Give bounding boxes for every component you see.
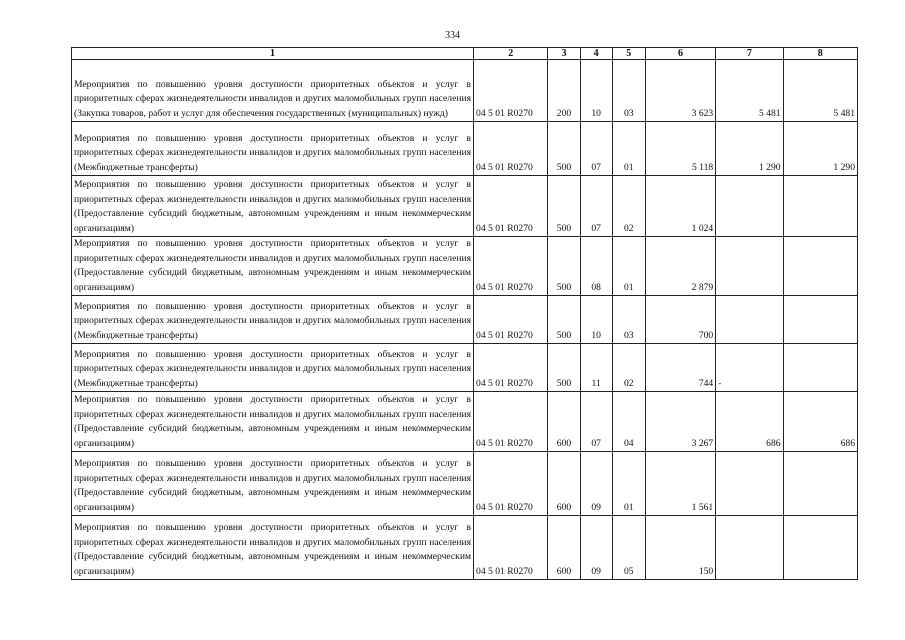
row-col-3: 500 [548,237,580,296]
row-col-8 [783,296,857,344]
header-col-6: 6 [645,48,715,60]
row-col-3: 500 [548,296,580,344]
row-col-4: 07 [580,176,612,237]
row-col-3: 600 [548,452,580,516]
row-description: Мероприятия по повышению уровня доступности приоритетных объектов и услуг в приоритетных сферах жизнедеятельности инвалидов и других маломобильных групп населения (Предоставление субсидий бюджетным, автономным учреждениям и иным некоммерческим организациям) [72,452,474,516]
row-col-4: 11 [580,344,612,392]
header-col-7: 7 [716,48,783,60]
row-col-3: 600 [548,516,580,580]
row-col-3: 500 [548,122,580,176]
row-col-5: 05 [612,516,645,580]
row-col-5: 03 [612,60,645,122]
row-code: 04 5 01 R0270 [474,392,548,452]
row-col-3: 500 [548,176,580,237]
row-description: Мероприятия по повышению уровня доступности приоритетных объектов и услуг в приоритетных сферах жизнедеятельности инвалидов и других маломобильных групп населения (Предоставление субсидий бюджетным, автономным учреждениям и иным некоммерческим организациям) [72,516,474,580]
header-col-2: 2 [474,48,548,60]
row-col-8: 686 [783,392,857,452]
row-code: 04 5 01 R0270 [474,237,548,296]
row-description: Мероприятия по повышению уровня доступности приоритетных объектов и услуг в приоритетных сферах жизнедеятельности инвалидов и других маломобильных групп населения (Межбюджетные трансферты) [72,344,474,392]
row-code: 04 5 01 R0270 [474,122,548,176]
row-col-8: 5 481 [783,60,857,122]
row-col-8 [783,237,857,296]
row-col-4: 10 [580,296,612,344]
row-col-6: 2 879 [645,237,715,296]
table-row [72,344,858,392]
table-row [72,176,858,237]
row-col-5: 02 [612,344,645,392]
row-col-3: 500 [548,344,580,392]
row-description: Мероприятия по повышению уровня доступности приоритетных объектов и услуг в приоритетных сферах жизнедеятельности инвалидов и других маломобильных групп населения (Предоставление субсидий бюджетным, автономным учреждениям и иным некоммерческим организациям) [72,237,474,296]
row-col-6: 3 267 [645,392,715,452]
row-description: Мероприятия по повышению уровня доступности приоритетных объектов и услуг в приоритетных сферах жизнедеятельности инвалидов и других маломобильных групп населения (Предоставление субсидий бюджетным, автономным учреждениям и иным некоммерческим организациям) [72,176,474,237]
row-col-6: 5 118 [645,122,715,176]
row-code: 04 5 01 R0270 [474,60,548,122]
row-col-8 [783,452,857,516]
row-description: Мероприятия по повышению уровня доступности приоритетных объектов и услуг в приоритетных сферах жизнедеятельности инвалидов и других маломобильных групп населения (Закупка товаров, работ и услуг для обеспечения государственных (муниципальных) нужд) [72,60,474,122]
row-col-7 [716,296,783,344]
row-code: 04 5 01 R0270 [474,344,548,392]
row-description: Мероприятия по повышению уровня доступности приоритетных объектов и услуг в приоритетных сферах жизнедеятельности инвалидов и других маломобильных групп населения (Межбюджетные трансферты) [72,296,474,344]
header-col-3: 3 [548,48,580,60]
table-row [72,60,858,122]
row-col-7 [716,452,783,516]
header-col-1: 1 [72,48,474,60]
row-col-8 [783,176,857,237]
row-col-5: 01 [612,237,645,296]
row-code: 04 5 01 R0270 [474,176,548,237]
page-number: 334 [445,30,460,41]
table-row [72,122,858,176]
row-col-3: 200 [548,60,580,122]
row-code: 04 5 01 R0270 [474,452,548,516]
header-row [72,48,858,60]
row-col-8 [783,344,857,392]
row-col-6: 1 024 [645,176,715,237]
table-row [72,237,858,296]
budget-table [71,47,858,580]
row-col-4: 10 [580,60,612,122]
row-col-7: - [716,344,783,392]
header-col-8: 8 [783,48,857,60]
header-col-5: 5 [612,48,645,60]
row-col-4: 07 [580,122,612,176]
row-col-4: 09 [580,452,612,516]
row-col-7 [716,516,783,580]
row-col-8: 1 290 [783,122,857,176]
table-row [72,392,858,452]
row-col-7: 5 481 [716,60,783,122]
row-col-7: 1 290 [716,122,783,176]
header-col-4: 4 [580,48,612,60]
row-col-6: 744 [645,344,715,392]
row-description: Мероприятия по повышению уровня доступности приоритетных объектов и услуг в приоритетных сферах жизнедеятельности инвалидов и других маломобильных групп населения (Межбюджетные трансферты) [72,122,474,176]
row-col-7 [716,176,783,237]
row-col-7 [716,237,783,296]
row-col-6: 1 561 [645,452,715,516]
row-description: Мероприятия по повышению уровня доступности приоритетных объектов и услуг в приоритетных сферах жизнедеятельности инвалидов и других маломобильных групп населения (Предоставление субсидий бюджетным, автономным учреждениям и иным некоммерческим организациям) [72,392,474,452]
row-col-5: 02 [612,176,645,237]
table-row [72,516,858,580]
row-col-6: 150 [645,516,715,580]
row-col-5: 04 [612,392,645,452]
row-col-5: 01 [612,452,645,516]
table-row [72,296,858,344]
table-row [72,452,858,516]
row-col-4: 07 [580,392,612,452]
row-col-6: 3 623 [645,60,715,122]
row-col-8 [783,516,857,580]
row-col-5: 01 [612,122,645,176]
row-col-3: 600 [548,392,580,452]
row-col-5: 03 [612,296,645,344]
row-col-6: 700 [645,296,715,344]
row-col-4: 08 [580,237,612,296]
row-code: 04 5 01 R0270 [474,296,548,344]
row-code: 04 5 01 R0270 [474,516,548,580]
row-col-7: 686 [716,392,783,452]
row-col-4: 09 [580,516,612,580]
